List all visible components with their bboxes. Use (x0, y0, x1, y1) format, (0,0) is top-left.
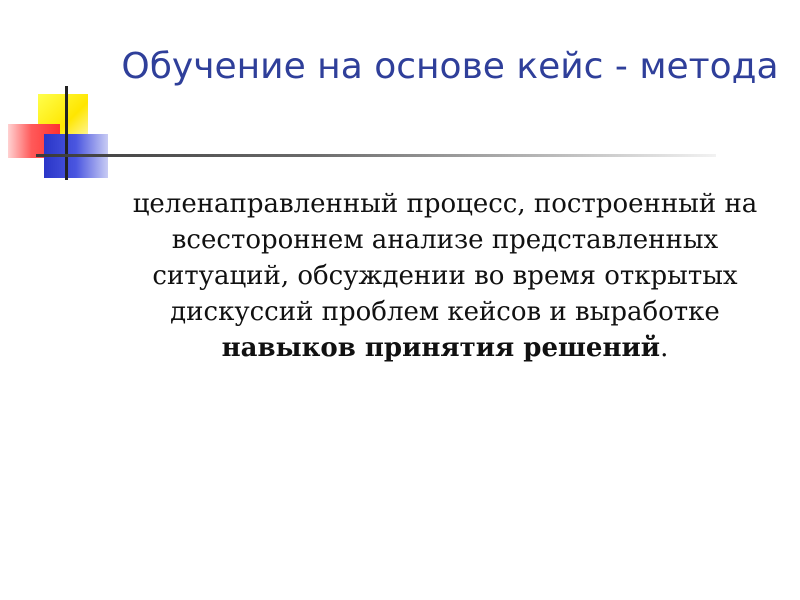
slide-body (100, 186, 790, 366)
slide-title: Обучение на основе кейс - метода (121, 46, 779, 87)
body-text-bold: навыков принятия решений (221, 333, 661, 363)
title-divider (36, 154, 716, 157)
body-text-plain: целенаправленный процесс, построенный на всестороннем анализе представленных ситуаций, обсуждении во время открытых дискуссий проблем кейсов и выработке (132, 189, 758, 327)
colored-squares-logo-icon (0, 80, 120, 190)
body-text-end: . (660, 333, 669, 363)
vertical-line-icon (65, 86, 68, 180)
